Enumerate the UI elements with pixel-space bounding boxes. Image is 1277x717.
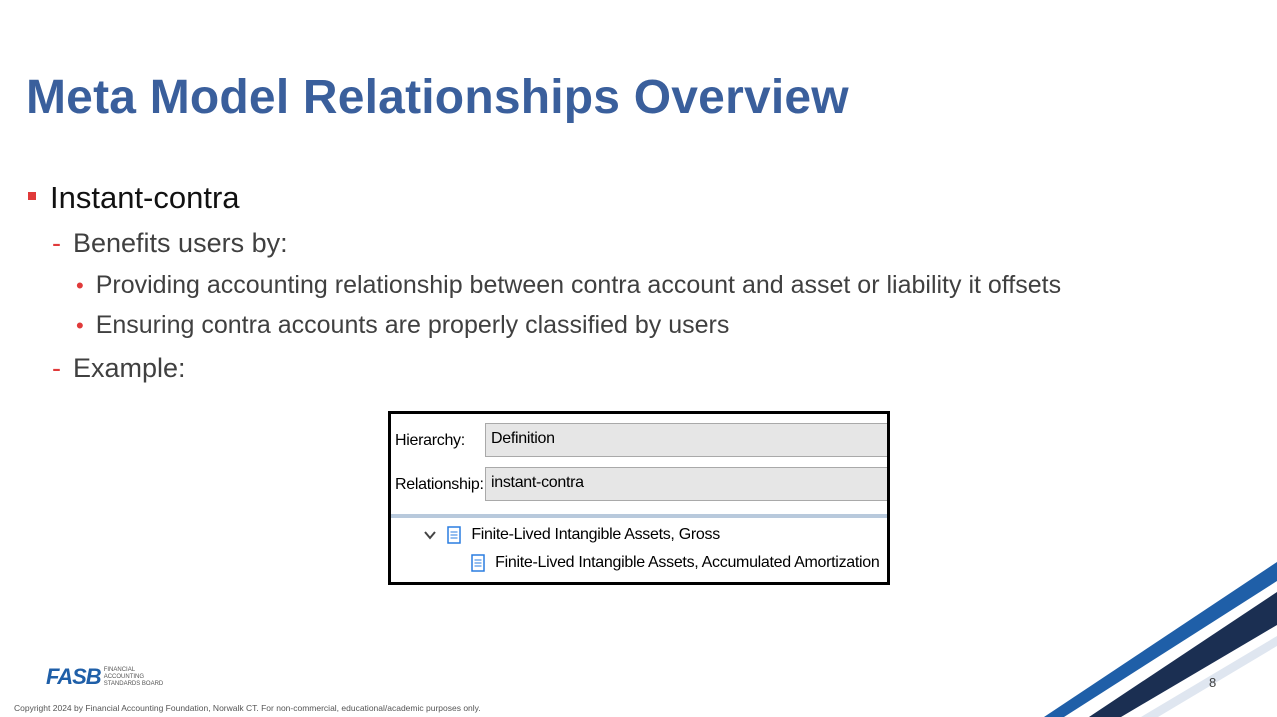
benefit-item-text: Providing accounting relationship between contra account and asset or liability it offsets (95, 271, 1062, 299)
sub-bullet-benefits (52, 228, 288, 259)
benefit-item-text: Ensuring contra accounts are properly classified by users (95, 311, 730, 339)
fasb-logo-subtext (104, 667, 164, 688)
copyright-notice: Copyright 2024 by Financial Accounting Foundation, Norwalk CT. For non-commercial, educational/academic purposes only. (14, 703, 481, 713)
fasb-logo-subtext-line: ACCOUNTING (103, 673, 145, 680)
bullet-instant-contra-text: Instant-contra (50, 180, 240, 215)
example-screenshot (388, 411, 890, 585)
dot-marker: • (76, 273, 84, 298)
hierarchy-field[interactable]: Definition (485, 423, 890, 457)
tree-item-parent-label: Finite-Lived Intangible Assets, Gross (471, 526, 720, 544)
sub-bullet-example (52, 353, 186, 384)
sub-bullet-example-text: Example: (73, 353, 186, 383)
square-bullet-icon (28, 192, 36, 200)
benefit-item (76, 311, 729, 340)
tree-item-child[interactable] (471, 554, 879, 572)
fasb-logo-subtext-line: FINANCIAL (103, 666, 136, 673)
slide-title: Meta Model Relationships Overview (26, 71, 849, 124)
hierarchy-label: Hierarchy: (395, 432, 465, 449)
benefit-item (76, 271, 1061, 300)
relationship-label: Relationship: (395, 476, 484, 493)
sub-bullet-benefits-text: Benefits users by: (73, 228, 288, 258)
tree-item-parent[interactable] (423, 526, 720, 544)
relationship-field[interactable]: instant-contra (485, 467, 890, 501)
dash-marker: - (52, 228, 61, 258)
chevron-down-icon[interactable] (423, 528, 437, 542)
fasb-logo (46, 664, 163, 690)
fasb-logo-subtext-line: STANDARDS BOARD (103, 680, 164, 687)
dash-marker: - (52, 353, 61, 383)
document-icon (447, 526, 461, 544)
panel-divider (391, 514, 887, 518)
dot-marker: • (76, 313, 84, 338)
fasb-logo-word: FASB (46, 664, 101, 689)
bullet-instant-contra (28, 180, 240, 216)
tree-item-child-label: Finite-Lived Intangible Assets, Accumulated Amortization (495, 554, 880, 572)
document-icon (471, 554, 485, 572)
page-number: 8 (1209, 675, 1217, 690)
